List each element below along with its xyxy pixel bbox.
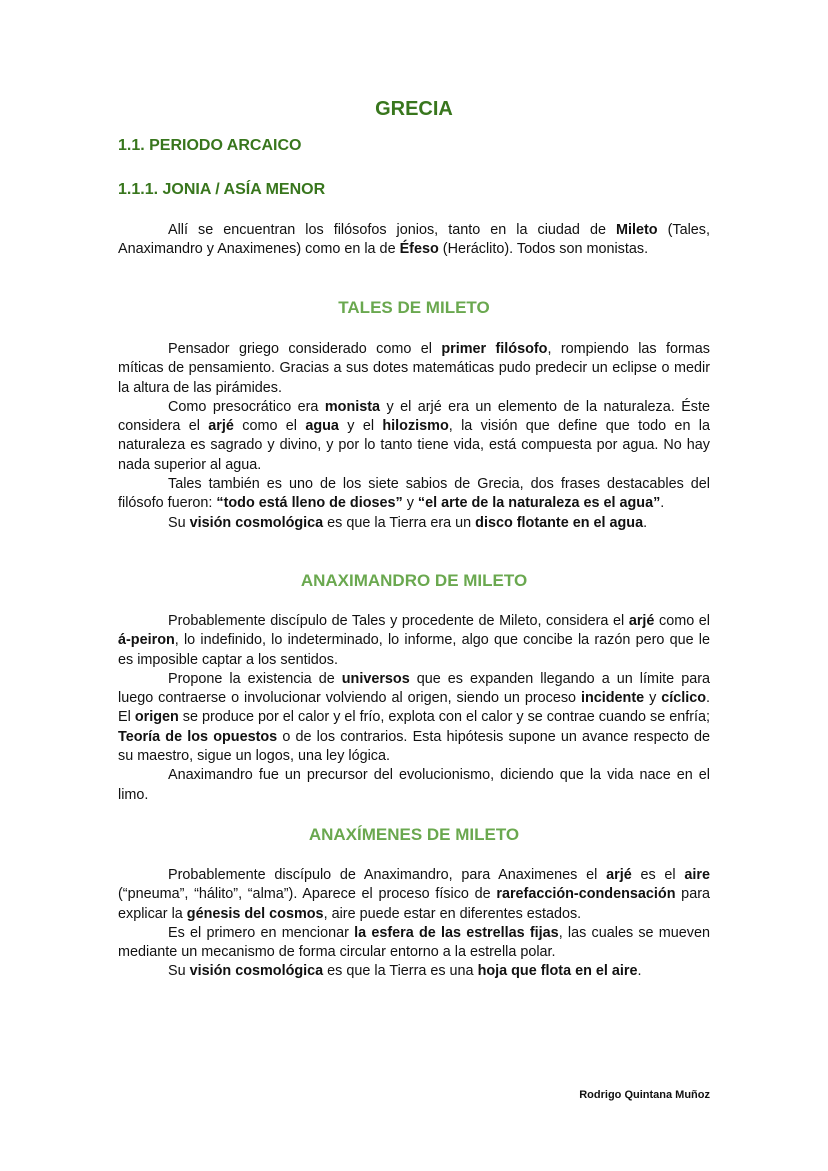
bold-term: “todo está lleno de dioses” [216, 495, 403, 512]
section-title-tales: TALES DE MILETO [338, 298, 490, 317]
text-run: Es el primero en mencionar [168, 924, 355, 941]
page-title: GRECIA [375, 98, 453, 120]
text-run: (“pneuma”, “hálito”, “alma”). Aparece el proceso físico de [118, 886, 497, 903]
text-run: se produce por el calor y el frío, explota con el calor y se contrae cuando se enfría; [178, 709, 711, 726]
text-run: Allí se encuentran los filósofos jonios, tanto en la ciudad de [168, 222, 616, 238]
paragraph [118, 612, 710, 670]
paragraph [118, 866, 710, 924]
text-run: es que la Tierra era un [323, 514, 476, 531]
paragraph [118, 398, 710, 475]
tales-text [118, 340, 710, 533]
bold-term: visión cosmológica [189, 514, 324, 531]
text-run: Anaximandro fue un precursor del evolucionismo, diciendo que la vida nace en el limo. [118, 767, 710, 803]
text-run: o de los contrarios. Esta hipótesis supone un avance respecto de su maestro, sigue un logos, una ley lógica. [118, 728, 710, 765]
text-run: y [402, 495, 418, 512]
text-run: Pensador griego considerado como el [168, 341, 442, 357]
section-title-anaximenes: ANAXÍMENES DE MILETO [308, 825, 520, 844]
section-title-anaximandro: ANAXIMANDRO DE MILETO [300, 571, 528, 590]
bold-term: hilozismo [382, 418, 449, 435]
text-run: , lo indefinido, lo indeterminado, lo informe, algo que concibe la razón pero que le es imposible captar a los sentidos. [118, 632, 710, 668]
anaximandro-text [118, 612, 710, 805]
text-run: . El [118, 690, 711, 726]
bold-term: monista [324, 398, 381, 415]
section-heading: 1.1. PERIODO ARCAICO [118, 137, 302, 154]
bold-term: á-peiron [118, 632, 175, 649]
bold-term: origen [134, 709, 179, 726]
text-run: como el [233, 418, 306, 435]
bold-term: cíclico [661, 690, 707, 707]
text-run: . [637, 963, 642, 980]
text-run: y el [338, 418, 383, 435]
paragraph [118, 221, 710, 260]
paragraph [118, 475, 710, 514]
text-run: Su [168, 514, 190, 531]
text-run: . [660, 495, 665, 512]
bold-term: disco flotante en el agua [475, 514, 644, 531]
text-run: , rompiendo las formas míticas de pensamiento. Gracias a sus dotes matemáticas pudo predecir un eclipse o medir la altura de las pirámides. [118, 341, 710, 396]
anaximenes-text [118, 866, 710, 982]
paragraph [118, 766, 710, 805]
bold-term: “el arte de la naturaleza es el agua” [417, 495, 661, 512]
text-run: Propone la existencia de [168, 670, 342, 687]
text-run: Su [168, 963, 190, 980]
text-run: que es expanden llegando a un límite para luego contraerse o involucionar volviendo al origen, siendo un proceso [118, 670, 710, 707]
subsection-heading: 1.1.1. JONIA / ASÍA MENOR [118, 181, 326, 198]
text-run: Probablemente discípulo de Tales y procedente de Mileto, considera el [168, 613, 629, 629]
bold-term: génesis del cosmos [186, 905, 324, 922]
intro-text [118, 221, 710, 260]
bold-term: Mileto [616, 222, 658, 238]
bold-term: rarefacción-condensación [496, 886, 676, 903]
bold-term: incidente [580, 690, 645, 707]
bold-term: arjé [628, 613, 655, 629]
text-run: Tales también es uno de los siete sabios de Grecia, dos frases destacables del filósofo fueron: [118, 476, 710, 512]
text-run: y [644, 690, 662, 707]
bold-term: Éfeso [399, 241, 439, 258]
bold-term: universos [341, 670, 410, 687]
text-run: , aire puede estar en diferentes estados. [323, 905, 582, 922]
paragraph [118, 514, 710, 533]
text-run: (Heráclito). Todos son monistas. [438, 241, 649, 258]
bold-term: agua [305, 418, 339, 435]
bold-term: visión cosmológica [189, 963, 324, 980]
bold-term: la esfera de las estrellas fijas [354, 924, 559, 941]
bold-term: arjé [208, 418, 234, 435]
text-run: (Tales, Anaximandro y Anaximenes) como en la de [118, 222, 710, 258]
bold-term: arjé [606, 867, 632, 883]
text-run: y el arjé era un elemento de la naturaleza. Éste considera el [118, 398, 710, 435]
text-run: , las cuales se mueven mediante un mecanismo de forma circular entorno a la estrella polar. [118, 924, 710, 961]
text-run: para explicar la [118, 886, 710, 922]
paragraph [118, 924, 710, 963]
bold-term: aire [684, 867, 710, 883]
text-run: Como presocrático era [168, 398, 325, 415]
bold-term: Teoría de los opuestos [118, 728, 278, 745]
text-run: es que la Tierra es una [323, 963, 478, 980]
paragraph [118, 670, 710, 766]
text-run: . [643, 514, 648, 531]
bold-term: primer filósofo [441, 341, 548, 357]
text-run: es el [631, 867, 685, 883]
paragraph [118, 340, 710, 398]
text-run: , la visión que define que todo en la naturaleza es sagrado y divino, y por lo tanto tiene vida, está compuesta por agua. No hay nada superior al agua. [118, 418, 710, 473]
paragraph [118, 962, 710, 981]
footer-author: Rodrigo Quintana Muñoz [579, 1089, 710, 1101]
bold-term: hoja que flota en el aire [477, 963, 638, 980]
text-run: como el [654, 613, 710, 629]
text-run: Probablemente discípulo de Anaximandro, para Anaximenes el [168, 867, 607, 883]
